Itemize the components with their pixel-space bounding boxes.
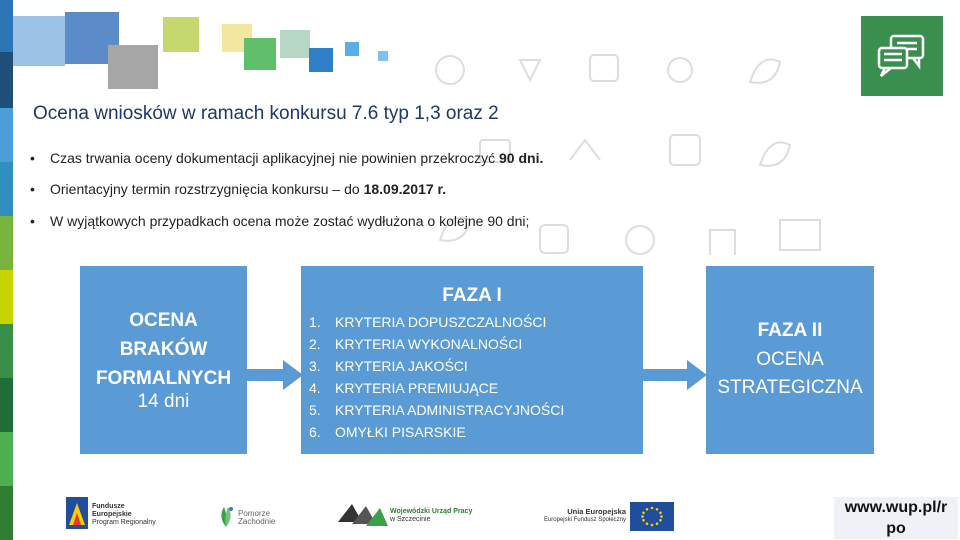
criteria-number: 6. (309, 424, 321, 440)
ue-logo-text (542, 508, 626, 524)
phase-one-heading: FAZA I (442, 285, 502, 306)
criteria-number: 2. (309, 336, 321, 352)
criteria-item (309, 355, 564, 377)
bullet-bold-text: 90 dni. (499, 150, 544, 166)
wup-line: Wojewódzki Urząd Pracy (390, 508, 473, 515)
criteria-label: KRYTERIA DOPUSZCZALNOŚCI (335, 314, 547, 330)
criteria-item (309, 311, 564, 333)
formal-check-duration: 14 dni (137, 391, 190, 412)
phase-two-line: STRATEGICZNA (717, 377, 863, 398)
pomorze-line: Zachodnie (238, 517, 276, 526)
phase-two-box (706, 266, 874, 454)
url-line: po (886, 520, 906, 537)
background-pattern-icons (420, 40, 850, 300)
bullet-item: • Orientacyjny termin rozstrzygnięcia konkursu – do 18.09.2017 r. (30, 181, 447, 197)
formal-check-box (80, 266, 247, 454)
fe-line: Fundusze (92, 503, 125, 510)
eu-flag-icon (630, 502, 674, 531)
bullet-text: W wyjątkowych przypadkach ocena może zostać wydłużona o kolejne 90 dni; (50, 213, 530, 229)
pomorze-logo-text (238, 510, 275, 526)
pomorze-line: Pomorze (238, 509, 271, 518)
criteria-item (309, 399, 564, 421)
box1-line: BRAKÓW (119, 339, 208, 360)
ue-line: Europejski Fundusz Społeczny (543, 517, 626, 523)
chat-bubbles-icon (861, 16, 943, 96)
pomorze-zachodnie-logo-icon (215, 503, 237, 529)
phase-two-line: OCENA (756, 349, 824, 370)
criteria-item (309, 421, 564, 443)
arrow-right-icon (643, 360, 707, 390)
criteria-number: 3. (309, 358, 321, 374)
wup-line: w Szczecinie (390, 516, 431, 523)
bullet-text: Orientacyjny termin rozstrzygnięcia konkursu – do (50, 181, 364, 197)
bullet-item: • W wyjątkowych przypadkach ocena może zostać wydłużona o kolejne 90 dni; (30, 213, 530, 229)
fundusze-europejskie-logo-icon (66, 497, 88, 529)
formal-check-title (80, 306, 247, 393)
criteria-number: 1. (309, 314, 321, 330)
fe-line: Europejskie (92, 511, 132, 518)
slide-title: Ocena wniosków w ramach konkursu 7.6 typ 1,3 oraz 2 (33, 103, 499, 124)
bullet-bold-text: 18.09.2017 r. (363, 181, 447, 197)
bullet-item: • Czas trwania oceny dokumentacji aplikacyjnej nie powinien przekroczyć 90 dni. (30, 150, 544, 166)
ue-line: Unia Europejska (567, 507, 626, 516)
wup-logo-text (390, 508, 472, 524)
phase-two-heading: FAZA II (757, 320, 823, 341)
arrow-right-icon (247, 360, 303, 390)
box1-line: FORMALNYCH (95, 368, 232, 389)
website-url[interactable] (834, 497, 958, 539)
criteria-item (309, 377, 564, 399)
criteria-item (309, 333, 564, 355)
criteria-label: KRYTERIA ADMINISTRACYJNOŚCI (335, 402, 565, 418)
criteria-number: 4. (309, 380, 321, 396)
criteria-number: 5. (309, 402, 321, 418)
criteria-list (309, 311, 564, 443)
bullet-text: Czas trwania oceny dokumentacji aplikacyjnej nie powinien przekroczyć (50, 150, 499, 166)
chat-icon-tile (861, 16, 943, 96)
box1-line: OCENA (129, 310, 198, 331)
fe-line: Program Regionalny (92, 519, 156, 526)
criteria-label: KRYTERIA WYKONALNOŚCI (335, 336, 523, 352)
criteria-label: KRYTERIA PREMIUJĄCE (335, 380, 499, 396)
criteria-label: OMYŁKI PISARSKIE (335, 424, 466, 440)
wup-logo-icon (338, 500, 388, 528)
fe-logo-text (92, 503, 156, 527)
url-line: www.wup.pl/r (844, 499, 948, 516)
criteria-label: KRYTERIA JAKOŚCI (335, 358, 468, 374)
phase-one-box (301, 266, 643, 454)
